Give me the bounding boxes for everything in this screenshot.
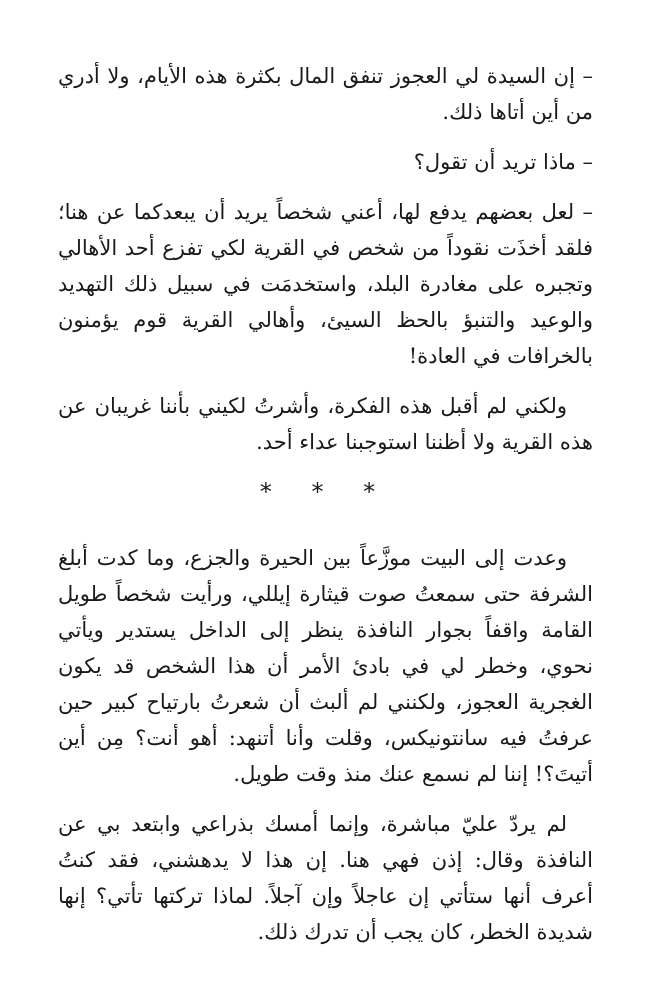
dialogue-line-3: – لعل بعضهم يدفع لها، أعني شخصاً يريد أن يبعدكما عن هنا؛ فلقد أخذَت نقوداً من شخص في القرية لكي تفزع أحد الأهالي وتجبره على مغادرة البلد، واستخدمَت في سبيل ذلك التهديد والوعيد والتنبؤ بالحظ السيئ، وأهالي القرية قوم يؤمنون بالخرافات في العادة! — [58, 200, 593, 368]
narrative-paragraph-3: لم يردّ عليّ مباشرة، وإنما أمسك بذراعي وابتعد بي عن النافذة وقال: إذن فهي هنا. إن هذا لا يدهشني، فقد كنتُ أعرف أنها ستأتي إن عاجلاً وإن آجلاً. لماذا تركتها تأتي؟ إنها شديدة الخطر، كان يجب أن تدرك ذلك. — [58, 812, 593, 944]
narrative-paragraph-1: ولكني لم أقبل هذه الفكرة، وأشرتُ لكيني بأننا غريبان عن هذه القرية ولا أظننا استوجبنا عداء أحد. — [58, 394, 593, 454]
dialogue-line-2: – ماذا تريد أن تقول؟ — [413, 150, 593, 174]
narrative-paragraph-2: وعدت إلى البيت موزَّعاً بين الحيرة والجزع، وما كدت أبلغ الشرفة حتى سمعتُ صوت قيثارة إيللي، ورأيت شخصاً طويل القامة واقفاً بجوار النافذة ينظر إلى الداخل يستدير ويأتي نحوي، وخطر لي في بادئ الأمر أن هذا الشخص قد يكون الغجرية العجوز، ولكنني لم ألبث أن شعرتُ بارتياح كبير حين عرفتُ فيه سانتونيكس، وقلت وأنا أتنهد: أهو أنت؟ مِن أين أتيتَ؟! إننا لم نسمع عنك منذ وقت طويل. — [58, 546, 593, 786]
dialogue-line-1: – إن السيدة لي العجوز تنفق المال بكثرة هذه الأيام، ولا أدري من أين أتاها ذلك. — [58, 64, 593, 124]
section-separator: * * * — [259, 478, 392, 506]
